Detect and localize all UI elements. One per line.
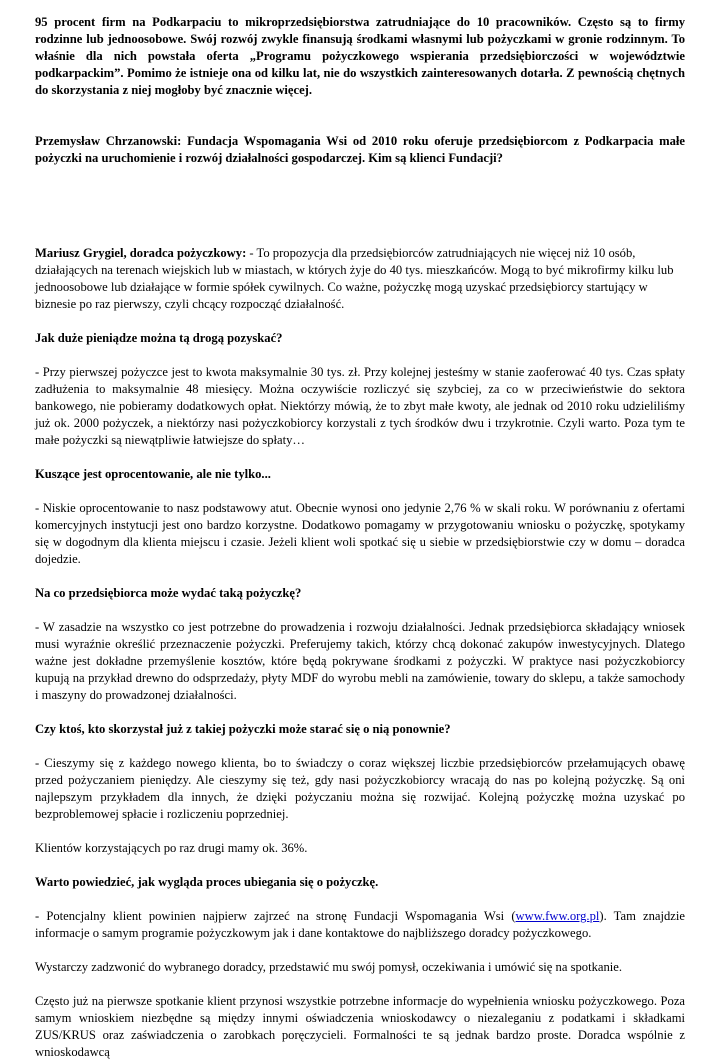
answer-process-after: ). Tam znajdzie informacje o samym programie pożyczkowym jak i dane kontaktowe do najbliższego doradcy pożyczkowego. (35, 909, 685, 940)
question-amount: Jak duże pieniądze można tą drogą pozyskać? (35, 331, 283, 345)
question-usage: Na co przedsiębiorca może wydać taką pożyczkę? (35, 586, 302, 600)
answer-process-before: - Potencjalny klient powinien najpierw zajrzeć na stronę Fundacji Wspomagania Wsi ( (35, 909, 516, 923)
answer-repeat: - Cieszymy się z każdego nowego klienta, bo to świadczy o coraz większej liczbie przedsiębiorców przełamujących obawę przed pożyczaniem pieniędzy. Ale cieszymy się też, gdy nasi pożyczkobiorcy wracają do nas po kolejną pożyczkę. Są oni najlepszym przykładem dla innych, że dzięki pożyczaniu można się rozwijać. Kolejną pożyczkę można uzyskać po bezproblemowej spłacie i rozliczeniu poprzedniej. (35, 756, 685, 821)
answer-clients (35, 245, 685, 313)
question-clients: Przemysław Chrzanowski: Fundacja Wspomagania Wsi od 2010 roku oferuje przedsiębiorcom z Podkarpacia małe pożyczki na uruchomienie i rozwój działalności gospodarczej. Kim są klienci Fundacji? (35, 134, 685, 165)
answer-process-meeting: Często już na pierwsze spotkanie klient przynosi wszystkie potrzebne informacje do wypełnienia wniosku pożyczkowego. Poza samym wnioskiem niezbędne są między innymi oświadczenia wnioskodawcy o niezaleganiu z podatkami i składkami ZUS/KRUS oraz zaświadczenia o zarobkach poręczycieli. Formalności te są jednak bardzo proste. Doradca wspólnie z wnioskodawcą (35, 994, 685, 1059)
answer-process (35, 908, 685, 942)
speaker-name: Mariusz Grygiel, doradca pożyczkowy: (35, 246, 247, 260)
answer-clients-text: - To propozycja dla przedsiębiorców zatrudniających nie więcej niż 10 osób, działających na terenach wiejskich lub w miastach, w których żyje do 40 tys. mieszkańców. Mogą to być mikrofirmy kilku lub jednoosobowe lub działające w formie spółek cywilnych. Co ważne, pożyczkę mogą uzyskać przedsiębiorcy startujący w biznesie po raz pierwszy, czyli chcący rozpocząć działalność. (35, 246, 674, 311)
question-repeat: Czy ktoś, kto skorzystał już z takiej pożyczki może starać się o nią ponownie? (35, 722, 451, 736)
question-process: Warto powiedzieć, jak wygląda proces ubiegania się o pożyczkę. (35, 875, 379, 889)
answer-repeat-stat: Klientów korzystających po raz drugi mamy ok. 36%. (35, 841, 308, 855)
answer-interest: - Niskie oprocentowanie to nasz podstawowy atut. Obecnie wynosi ono jedynie 2,76 % w skali roku. W porównaniu z ofertami komercyjnych instytucji jest ono bardzo korzystne. Dodatkowo pomagamy w przygotowaniu wniosku o pożyczkę, spotykamy się w dogodnym dla klienta miejscu i czasie. Jeżeli klient woli spotkać się u siebie w przedsiębiorstwie czy w domu – doradca dojedzie. (35, 501, 685, 566)
fww-website-link[interactable]: www.fww.org.pl (515, 909, 600, 923)
answer-amount: - Przy pierwszej pożyczce jest to kwota maksymalnie 30 tys. zł. Przy kolejnej jesteśmy w stanie zaoferować 40 tys. Czas spłaty zadłużenia to maksymalnie 48 miesięcy. Można oczywiście rozliczyć się szybciej, za co w przeciwieństwie do sektora bankowego, nie pobieramy dodatkowych opłat. Niektórzy mówią, że to zbyt małe kwoty, ale jednak od 2010 roku udzieliliśmy już ok. 2000 pożyczek, a niektórzy nasi pożyczkobiorcy korzystali z tych środków dwu i trzykrotnie. Czyli warto. Poza tym te małe pożyczki są niewątpliwie łatwiejsze do spłaty… (35, 365, 685, 447)
answer-usage: - W zasadzie na wszystko co jest potrzebne do prowadzenia i rozwoju działalności. Jednak przedsiębiorca składający wniosek musi wyraźnie określić przeznaczenie pożyczki. Preferujemy takich, którzy chcą dokonać zakupów inwestycyjnych. Dlatego ważne jest dokładne przemyślenie kosztów, które będą pokrywane środkami z pożyczki. W praktyce nasi pożyczkobiorcy kupują na przykład drewno do odsprzedaży, płyty MDF do wyrobu mebli na zamówienie, towary do sklepu, a także samochody i maszyny do prowadzonej działalności. (35, 620, 685, 702)
answer-process-call: Wystarczy zadzwonić do wybranego doradcy, przedstawić mu swój pomysł, oczekiwania i umówić się na spotkanie. (35, 960, 622, 974)
intro-paragraph: 95 procent firm na Podkarpaciu to mikroprzedsiębiorstwa zatrudniające do 10 pracowników. Często są to firmy rodzinne lub jednoosobowe. Swój rozwój zwykle finansują środkami własnymi lub pożyczkami w gronie rodzinnym. To właśnie dla nich powstała oferta „Programu pożyczkowego wspierania przedsiębiorczości w województwie podkarpackim”. Pomimo że istnieje ona od kilku lat, nie do wszystkich zainteresowanych dotarła. Z pewnością chętnych do skorzystania z niej mogłoby być znacznie więcej. (35, 15, 685, 97)
question-interest: Kuszące jest oprocentowanie, ale nie tylko... (35, 467, 271, 481)
